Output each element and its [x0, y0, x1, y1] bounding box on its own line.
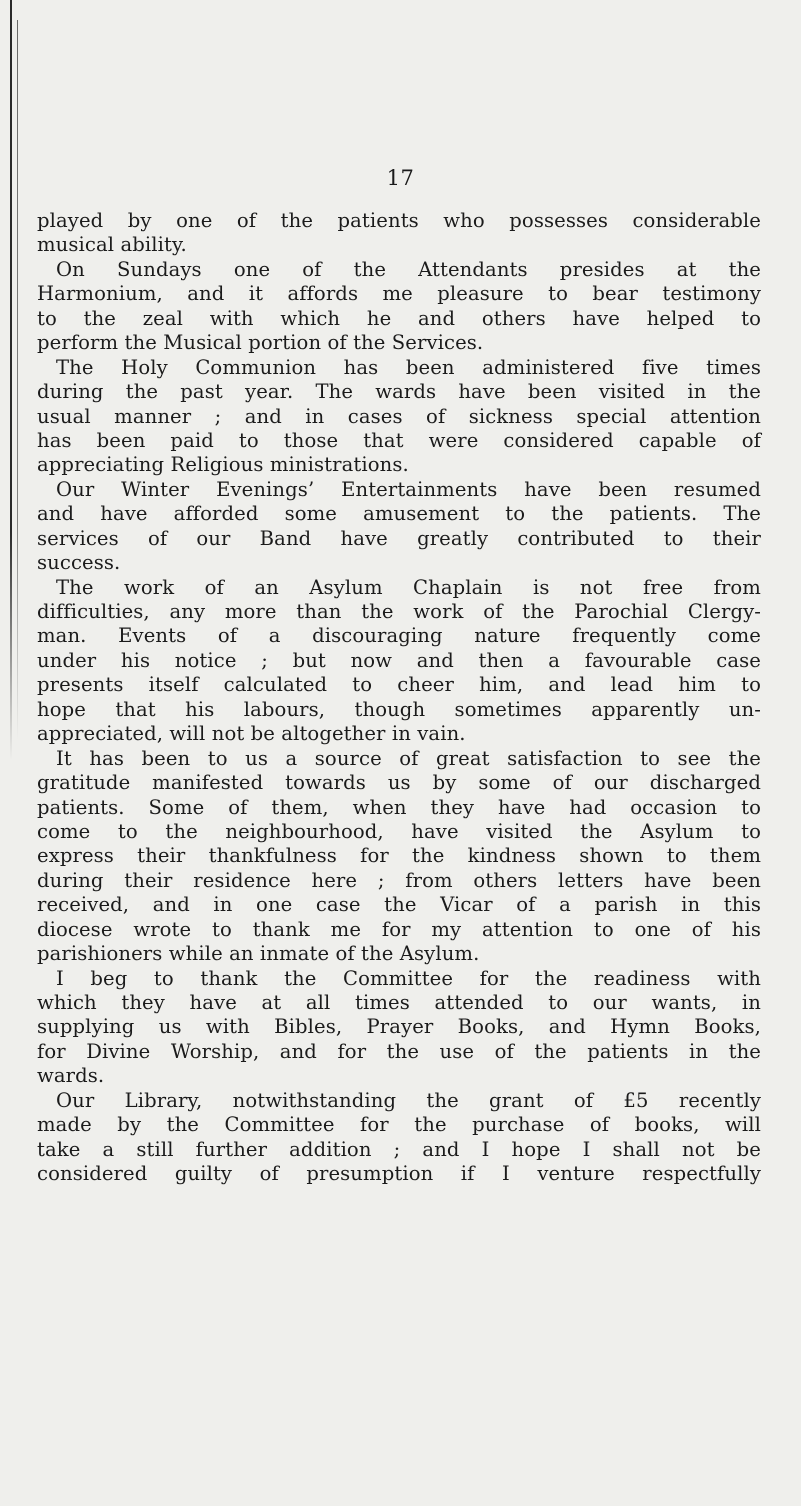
- text-line: parishioners while an inmate of the Asylum.: [37, 942, 480, 966]
- text-line: appreciated, will not be altogether in vain.: [37, 722, 466, 746]
- binding-edge: [10, 0, 12, 760]
- text-line: The Holy Communion has been administered five times: [56, 355, 761, 379]
- text-line: during their residence here ; from others letters have been: [37, 868, 761, 892]
- body-text: [37, 209, 761, 1187]
- text-line: made by the Committee for the purchase of books, will: [37, 1113, 761, 1137]
- text-line: considered guilty of presumption if I venture respectfully: [37, 1162, 761, 1186]
- text-line: take a still further addition ; and I hope I shall not be: [37, 1137, 761, 1161]
- text-line: patients. Some of them, when they have had occasion to: [37, 795, 761, 819]
- text-line: Our Library, notwithstanding the grant of £5 recently: [56, 1088, 761, 1112]
- text-line: received, and in one case the Vicar of a parish in this: [37, 893, 761, 917]
- page-number: 17: [386, 166, 415, 190]
- text-line: appreciating Religious ministrations.: [37, 453, 409, 477]
- text-line: The work of an Asylum Chaplain is not free from: [56, 575, 761, 599]
- text-line: during the past year. The wards have been visited in the: [37, 380, 761, 404]
- text-line: has been paid to those that were considered capable of: [37, 428, 761, 452]
- text-line: to the zeal with which he and others have helped to: [37, 306, 761, 330]
- text-line: On Sundays one of the Attendants presides at the: [56, 257, 761, 281]
- text-line: Harmonium, and it affords me pleasure to bear testimony: [37, 282, 761, 306]
- text-line: musical ability.: [37, 233, 187, 257]
- text-line: It has been to us a source of great satisfaction to see the: [56, 746, 761, 770]
- text-line: success.: [37, 551, 121, 575]
- text-line: come to the neighbourhood, have visited the Asylum to: [37, 819, 761, 843]
- text-line: supplying us with Bibles, Prayer Books, and Hymn Books,: [37, 1015, 761, 1039]
- binding-edge-shadow: [17, 20, 18, 740]
- text-line: usual manner ; and in cases of sickness special attention: [37, 404, 761, 428]
- text-line: wards.: [37, 1064, 105, 1088]
- text-line: perform the Musical portion of the Services.: [37, 331, 484, 355]
- text-line: for Divine Worship, and for the use of the patients in the: [37, 1039, 761, 1063]
- text-line: man. Events of a discouraging nature frequently come: [37, 624, 761, 648]
- text-line: played by one of the patients who possesses considerable: [37, 209, 761, 232]
- text-line: services of our Band have greatly contributed to their: [37, 526, 761, 550]
- text-line: I beg to thank the Committee for the readiness with: [56, 966, 761, 990]
- text-line: express their thankfulness for the kindness shown to them: [37, 844, 761, 868]
- text-line: under his notice ; but now and then a favourable case: [37, 648, 761, 672]
- text-line: gratitude manifested towards us by some of our discharged: [37, 771, 761, 795]
- text-line: diocese wrote to thank me for my attention to one of his: [37, 917, 761, 941]
- text-line: and have afforded some amusement to the patients. The: [37, 502, 761, 526]
- text-line: difficulties, any more than the work of the Parochial Clergy-: [37, 600, 761, 623]
- text-line: presents itself calculated to cheer him, and lead him to: [37, 673, 761, 697]
- text-line: which they have at all times attended to our wants, in: [37, 991, 761, 1014]
- text-line: hope that his labours, though sometimes apparently un-: [37, 697, 761, 721]
- text-line: Our Winter Evenings’ Entertainments have been resumed: [56, 477, 761, 501]
